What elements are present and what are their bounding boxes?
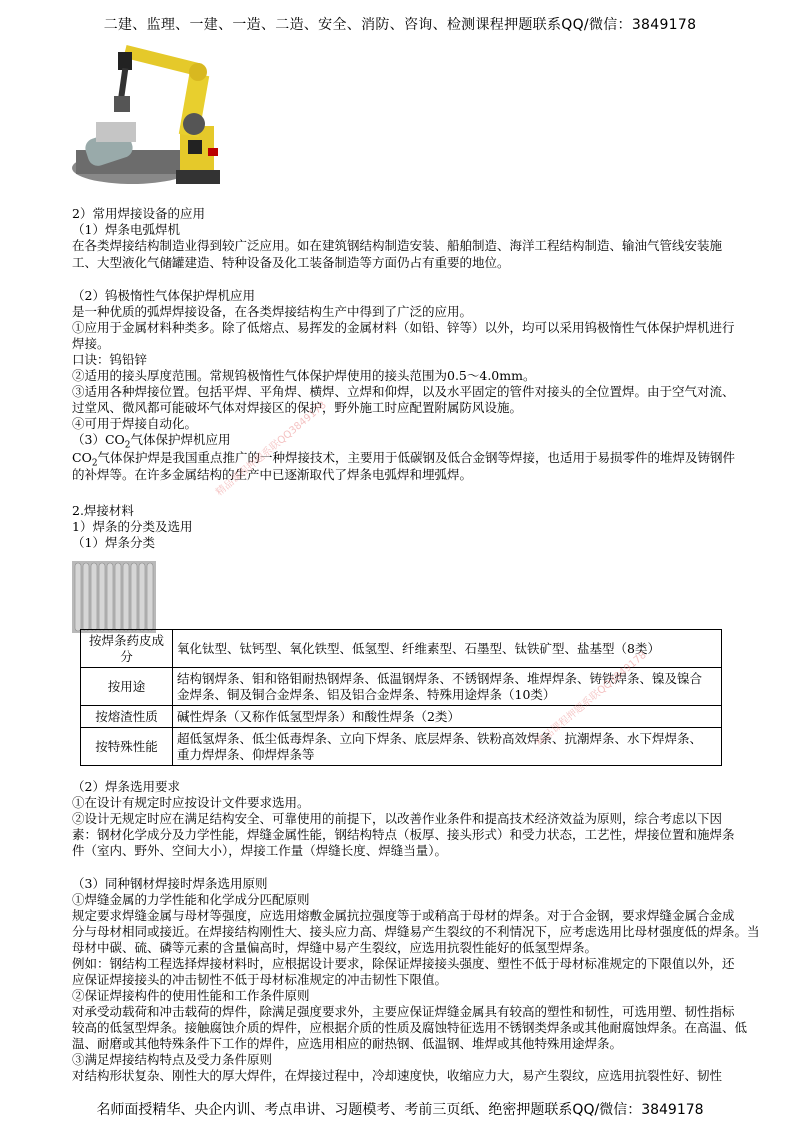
- paragraph-line: ④可用于焊接自动化。: [72, 416, 198, 431]
- sub-heading: $(3)CO_2$气体保护焊机应用: [72, 432, 231, 451]
- table-cell: 结构钢焊条、钼和铬钼耐热钢焊条、低温钢焊条、不锈钢焊条、堆焊焊条、铸铁焊条、镍及镍合 金焊条、铜及铜合金焊条、铝及铝合金焊条、特殊用途焊条（10类）: [173, 668, 722, 706]
- paragraph-line: ②适用的接头厚度范围。常规钨极惰性气体保护焊使用的接头范围为0.5～4.0mm。: [72, 368, 536, 383]
- watermark: 精品课程押题系联QQ3849178: [534, 649, 649, 749]
- paragraph-line: 工、大型液化气储罐建造、特种设备及化工装备制造等方面仍占有重要的地位。: [72, 255, 510, 270]
- mnemonic-line: 口诀：钨铅锌: [72, 352, 148, 367]
- sub-heading: 1）焊条的分类及选用: [72, 519, 193, 534]
- paragraph-line: 分与母材相同或接近。在焊接结构刚性大、接头应力高、焊缝易产生裂纹的不利情况下，应考虑选用比母材强度低的焊条。当: [72, 924, 760, 939]
- table-header-cell: 按熔渣性质: [81, 706, 173, 728]
- paragraph-line: 较高的低氢型焊条。接触腐蚀介质的焊件，应根据介质的性质及腐蚀特征选用不锈钢类焊条或其他耐腐蚀焊条。在高温、低: [72, 1020, 748, 1035]
- watermark: 精品课程押题系联QQ3849178: [214, 399, 329, 499]
- paragraph-line: ①焊缝金属的力学性能和化学成分匹配原则: [72, 892, 310, 907]
- paragraph-line: 焊接。: [72, 336, 110, 351]
- sub-heading: （3）同种钢材焊接时焊条选用原则: [72, 876, 268, 891]
- sub-heading: （2）钨极惰性气体保护焊机应用: [72, 288, 255, 303]
- paragraph-line: ③适用各种焊接位置。包括平焊、平角焊、横焊、立焊和仰焊，以及水平固定的管件对接头的全位置焊。由于空气对流、: [72, 384, 735, 399]
- paragraph-line: ②保证焊接构件的使用性能和工作条件原则: [72, 988, 310, 1003]
- table-header-cell: 按焊条药皮成 分: [81, 630, 173, 668]
- table-cell: 碱性焊条（又称作低氢型焊条）和酸性焊条（2类）: [173, 706, 722, 728]
- paragraph-line: 素：钢材化学成分及力学性能，焊缝金属性能，钢结构特点（板厚、接头形式）和受力状态，工艺性，焊接位置和施焊条: [72, 827, 735, 842]
- sub-heading: （2）焊条选用要求: [72, 779, 180, 794]
- paragraph-line: 母材中碳、硫、磷等元素的含量偏高时，焊缝中易产生裂纹，应选用抗裂性能好的低氢型焊条。: [72, 940, 598, 955]
- paragraph-line: $CO_2$气体保护焊是我国重点推广的一种焊接技术，主要用于低碳钢及低合金钢等焊接，也适用于易损零件的堆焊及铸钢件: [72, 450, 736, 469]
- page-header: 二建、监理、一建、一造、二造、安全、消防、咨询、检测课程押题联系QQ/微信：3849178: [103, 17, 697, 33]
- table-row: [81, 728, 722, 766]
- paragraph-line: ③满足焊接结构特点及受力条件原则: [72, 1052, 273, 1067]
- section-heading: 2.焊接材料: [72, 503, 134, 518]
- welding-robot-image: [72, 40, 222, 188]
- page-footer: 名师面授精华、央企内训、考点串讲、习题模考、考前三页纸、绝密押题联系QQ/微信：3849178: [96, 1102, 704, 1118]
- paragraph-line: ①应用于金属材料种类多。除了低熔点、易挥发的金属材料（如铅、锌等）以外，均可以采用钨极惰性气体保护焊机进行: [72, 320, 735, 335]
- table-cell: 超低氢焊条、低尘低毒焊条、立向下焊条、底层焊条、铁粉高效焊条、抗潮焊条、水下焊焊条、 重力焊焊条、仰焊焊条等: [173, 728, 722, 766]
- table-header-cell: 按特殊性能: [81, 728, 173, 766]
- paragraph-line: 规定要求焊缝金属与母材等强度，应选用熔敷金属抗拉强度等于或稍高于母材的焊条。对于合金钢，要求焊缝金属合金成: [72, 908, 735, 923]
- paragraph-line: ②设计无规定时应在满足结构安全、可靠使用的前提下，以改善作业条件和提高技术经济效益为原则，综合考虑以下因: [72, 811, 723, 826]
- paragraph-line: 过堂风、微风都可能破坏气体对焊接区的保护，野外施工时应配置附属防风设施。: [72, 400, 523, 415]
- paragraph-line: 温、耐磨或其他特殊条件下工作的焊件，应选用相应的耐热钢、低温钢、堆焊或其他特殊用途焊条。: [72, 1036, 623, 1051]
- paragraph-line: 是一种优质的弧焊焊接设备，在各类焊接结构生产中得到了广泛的应用。: [72, 304, 473, 319]
- table-header-cell: 按用途: [81, 668, 173, 706]
- paragraph-line: ①在设计有规定时应按设计文件要求选用。: [72, 795, 310, 810]
- paragraph-line: 的补焊等。在许多金属结构的生产中已逐渐取代了焊条电弧焊和埋弧焊。: [72, 467, 473, 482]
- sub-heading: （1）焊条分类: [72, 535, 155, 550]
- paragraph-line: 在各类焊接结构制造业得到较广泛应用。如在建筑钢结构制造安装、船舶制造、海洋工程结构制造、输油气管线安装施: [72, 238, 723, 253]
- paragraph-line: 件（室内、野外、空间大小），焊接工作量（焊缝长度、焊缝当量）。: [72, 843, 448, 858]
- electrode-classification-table: [80, 629, 722, 766]
- paragraph-line: 例如：钢结构工程选择焊接材料时，应根据设计要求，除保证焊接接头强度、塑性不低于母材标准规定的下限值以外，还: [72, 956, 735, 971]
- table-cell: 氧化钛型、钛钙型、氧化铁型、低氢型、纤维素型、石墨型、钛铁矿型、盐基型（8类）: [173, 630, 722, 668]
- paragraph-line: 应保证焊接接头的冲击韧性不低于母材标准规定的冲击韧性下限值。: [72, 972, 448, 987]
- section-heading: 2）常用焊接设备的应用: [72, 206, 205, 221]
- paragraph-line: 对承受动载荷和冲击载荷的焊件，除满足强度要求外，主要应保证焊缝金属具有较高的塑性和韧性，可选用塑、韧性指标: [72, 1004, 735, 1019]
- table-row: [81, 706, 722, 728]
- paragraph-line: 对结构形状复杂、刚性大的厚大焊件，在焊接过程中，冷却速度快，收缩应力大，易产生裂纹，应选用抗裂性好、韧性: [72, 1068, 723, 1083]
- sub-heading: （1）焊条电弧焊机: [72, 222, 180, 237]
